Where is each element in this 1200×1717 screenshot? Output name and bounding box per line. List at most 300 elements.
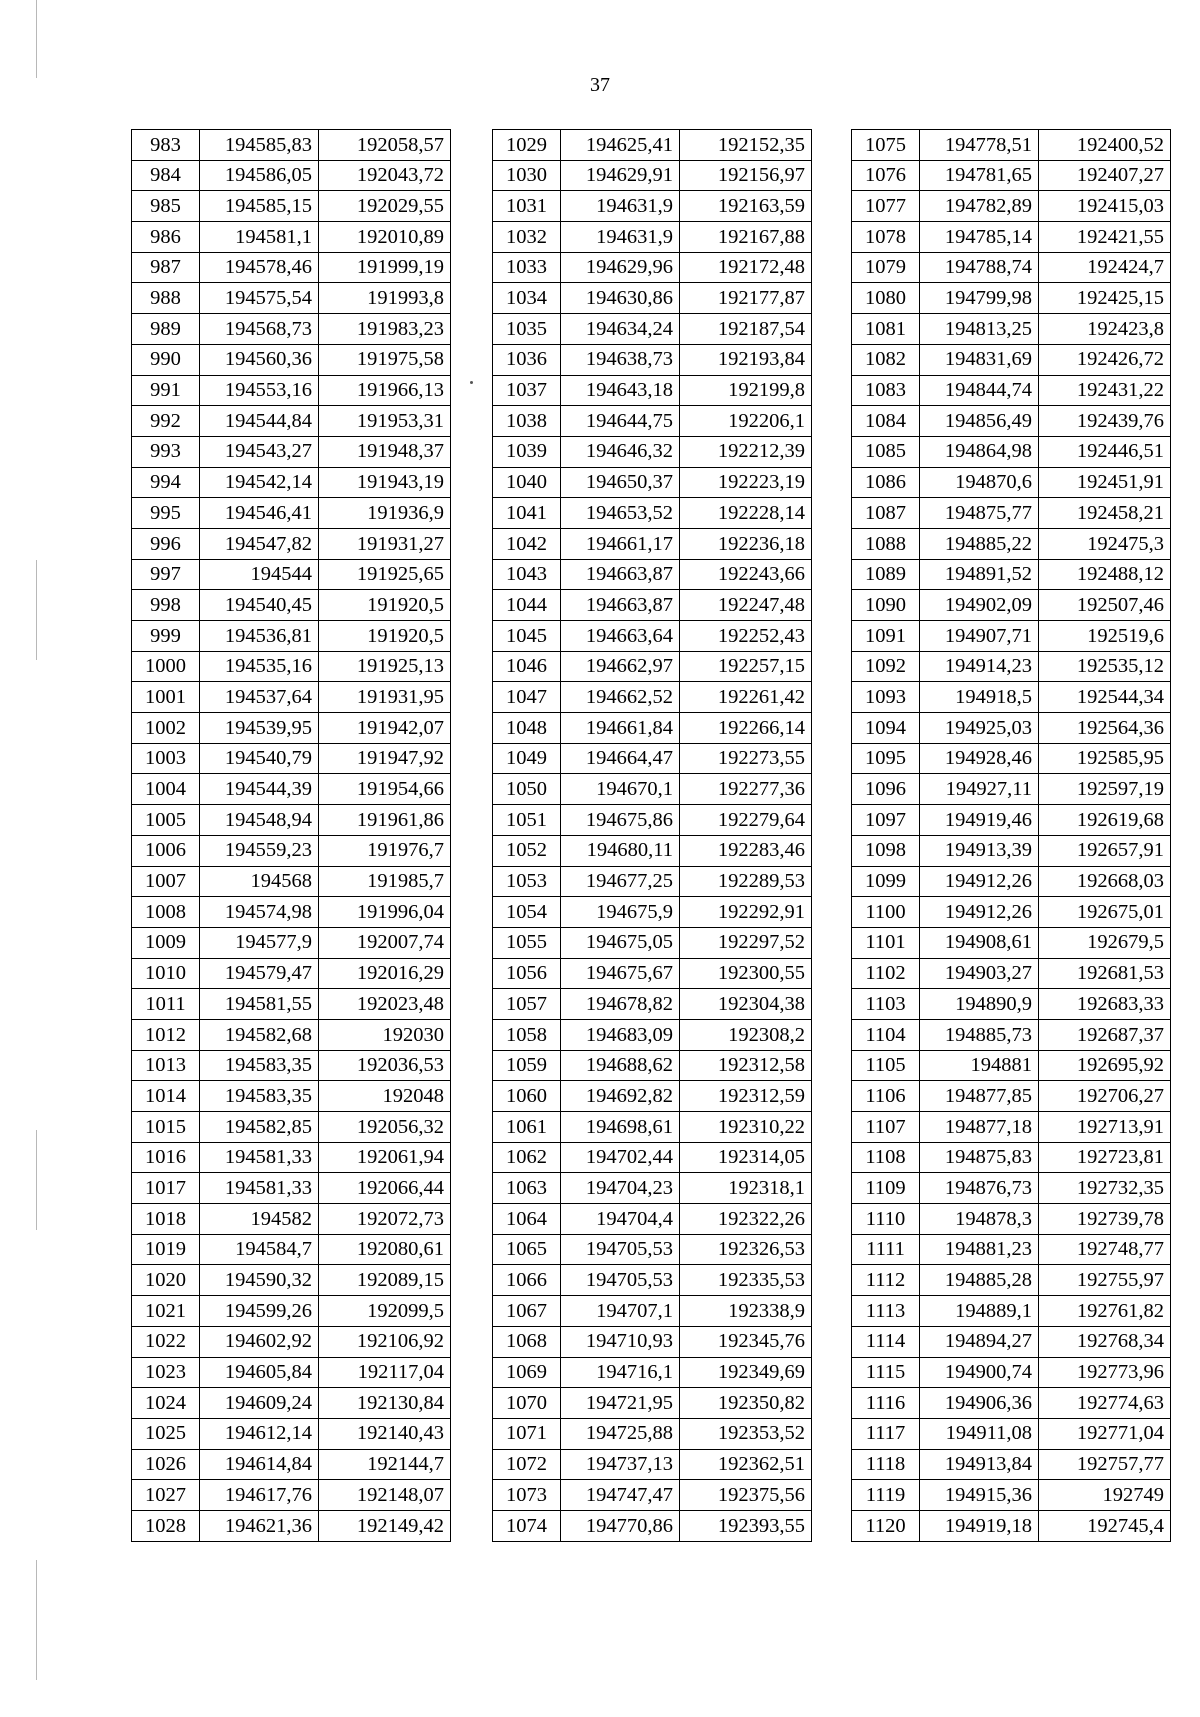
y-coordinate-cell: 192318,1 xyxy=(680,1173,812,1204)
table-row xyxy=(132,314,451,345)
table-row xyxy=(493,283,812,314)
table-row xyxy=(493,222,812,253)
y-coordinate-cell: 192544,34 xyxy=(1039,682,1171,713)
table-row xyxy=(132,927,451,958)
table-row xyxy=(493,835,812,866)
x-coordinate-cell: 194781,65 xyxy=(920,160,1039,191)
table-row xyxy=(493,344,812,375)
x-coordinate-cell: 194677,25 xyxy=(561,866,680,897)
y-coordinate-cell: 192243,66 xyxy=(680,559,812,590)
table-row xyxy=(132,1234,451,1265)
y-coordinate-cell: 192223,19 xyxy=(680,467,812,498)
x-coordinate-cell: 194581,1 xyxy=(200,222,319,253)
table-row xyxy=(852,651,1171,682)
y-coordinate-cell: 192130,84 xyxy=(319,1388,451,1419)
point-number-cell: 1040 xyxy=(493,467,561,498)
point-number-cell: 1010 xyxy=(132,958,200,989)
y-coordinate-cell: 192426,72 xyxy=(1039,344,1171,375)
table-row xyxy=(493,713,812,744)
y-coordinate-cell: 191942,07 xyxy=(319,713,451,744)
point-number-cell: 1046 xyxy=(493,651,561,682)
point-number-cell: 1051 xyxy=(493,805,561,836)
y-coordinate-cell: 192713,91 xyxy=(1039,1112,1171,1143)
y-coordinate-cell: 191925,65 xyxy=(319,559,451,590)
point-number-cell: 1072 xyxy=(493,1449,561,1480)
table-row xyxy=(852,1418,1171,1449)
y-coordinate-cell: 192030 xyxy=(319,1019,451,1050)
x-coordinate-cell: 194582,68 xyxy=(200,1019,319,1050)
table-row xyxy=(132,1112,451,1143)
y-coordinate-cell: 192425,15 xyxy=(1039,283,1171,314)
point-number-cell: 1086 xyxy=(852,467,920,498)
x-coordinate-cell: 194586,05 xyxy=(200,160,319,191)
point-number-cell: 1071 xyxy=(493,1418,561,1449)
x-coordinate-cell: 194614,84 xyxy=(200,1449,319,1480)
table-row xyxy=(493,1173,812,1204)
point-number-cell: 1060 xyxy=(493,1081,561,1112)
point-number-cell: 1112 xyxy=(852,1265,920,1296)
table-row xyxy=(132,1050,451,1081)
y-coordinate-cell: 192273,55 xyxy=(680,743,812,774)
point-number-cell: 1023 xyxy=(132,1357,200,1388)
table-row xyxy=(493,1112,812,1143)
point-number-cell: 1050 xyxy=(493,774,561,805)
table-row xyxy=(493,682,812,713)
y-coordinate-cell: 192362,51 xyxy=(680,1449,812,1480)
x-coordinate-cell: 194675,86 xyxy=(561,805,680,836)
table-row xyxy=(493,1234,812,1265)
x-coordinate-cell: 194653,52 xyxy=(561,498,680,529)
y-coordinate-cell: 192172,48 xyxy=(680,252,812,283)
table-row xyxy=(493,436,812,467)
point-number-cell: 1105 xyxy=(852,1050,920,1081)
x-coordinate-cell: 194546,41 xyxy=(200,498,319,529)
y-coordinate-cell: 192010,89 xyxy=(319,222,451,253)
x-coordinate-cell: 194675,9 xyxy=(561,897,680,928)
point-number-cell: 986 xyxy=(132,222,200,253)
x-coordinate-cell: 194778,51 xyxy=(920,130,1039,161)
point-number-cell: 1011 xyxy=(132,989,200,1020)
point-number-cell: 1091 xyxy=(852,621,920,652)
x-coordinate-cell: 194544,39 xyxy=(200,774,319,805)
point-number-cell: 1044 xyxy=(493,590,561,621)
coordinates-table-1 xyxy=(131,129,451,1542)
point-number-cell: 997 xyxy=(132,559,200,590)
y-coordinate-cell: 191966,13 xyxy=(319,375,451,406)
point-number-cell: 1006 xyxy=(132,835,200,866)
point-number-cell: 1098 xyxy=(852,835,920,866)
x-coordinate-cell: 194877,85 xyxy=(920,1081,1039,1112)
y-coordinate-cell: 192167,88 xyxy=(680,222,812,253)
table-row xyxy=(132,1265,451,1296)
x-coordinate-cell: 194631,9 xyxy=(561,191,680,222)
table-row xyxy=(132,1142,451,1173)
point-number-cell: 1054 xyxy=(493,897,561,928)
table-row xyxy=(852,283,1171,314)
point-number-cell: 1034 xyxy=(493,283,561,314)
point-number-cell: 1082 xyxy=(852,344,920,375)
y-coordinate-cell: 192297,52 xyxy=(680,927,812,958)
coordinates-table-2 xyxy=(492,129,812,1542)
point-number-cell: 1056 xyxy=(493,958,561,989)
x-coordinate-cell: 194631,9 xyxy=(561,222,680,253)
point-number-cell: 1103 xyxy=(852,989,920,1020)
table-row xyxy=(493,866,812,897)
table-row xyxy=(852,252,1171,283)
y-coordinate-cell: 192310,22 xyxy=(680,1112,812,1143)
point-number-cell: 1076 xyxy=(852,160,920,191)
y-coordinate-cell: 192117,04 xyxy=(319,1357,451,1388)
point-number-cell: 1088 xyxy=(852,528,920,559)
point-number-cell: 1064 xyxy=(493,1204,561,1235)
point-number-cell: 1107 xyxy=(852,1112,920,1143)
x-coordinate-cell: 194574,98 xyxy=(200,897,319,928)
table-row xyxy=(132,651,451,682)
table-row xyxy=(852,989,1171,1020)
x-coordinate-cell: 194889,1 xyxy=(920,1296,1039,1327)
y-coordinate-cell: 192289,53 xyxy=(680,866,812,897)
table-row xyxy=(132,467,451,498)
y-coordinate-cell: 192732,35 xyxy=(1039,1173,1171,1204)
table-row xyxy=(132,1357,451,1388)
table-row xyxy=(493,805,812,836)
x-coordinate-cell: 194581,33 xyxy=(200,1142,319,1173)
point-number-cell: 994 xyxy=(132,467,200,498)
y-coordinate-cell: 192619,68 xyxy=(1039,805,1171,836)
point-number-cell: 1055 xyxy=(493,927,561,958)
y-coordinate-cell: 192400,52 xyxy=(1039,130,1171,161)
point-number-cell: 1087 xyxy=(852,498,920,529)
y-coordinate-cell: 192423,8 xyxy=(1039,314,1171,345)
table-row xyxy=(132,283,451,314)
y-coordinate-cell: 192421,55 xyxy=(1039,222,1171,253)
x-coordinate-cell: 194568,73 xyxy=(200,314,319,345)
x-coordinate-cell: 194583,35 xyxy=(200,1050,319,1081)
x-coordinate-cell: 194912,26 xyxy=(920,897,1039,928)
y-coordinate-cell: 192771,04 xyxy=(1039,1418,1171,1449)
table-row xyxy=(132,774,451,805)
x-coordinate-cell: 194675,05 xyxy=(561,927,680,958)
x-coordinate-cell: 194646,32 xyxy=(561,436,680,467)
y-coordinate-cell: 192007,74 xyxy=(319,927,451,958)
table-row xyxy=(132,1296,451,1327)
x-coordinate-cell: 194698,61 xyxy=(561,1112,680,1143)
x-coordinate-cell: 194725,88 xyxy=(561,1418,680,1449)
point-number-cell: 1062 xyxy=(493,1142,561,1173)
table-row xyxy=(852,927,1171,958)
y-coordinate-cell: 192149,42 xyxy=(319,1510,451,1541)
x-coordinate-cell: 194559,23 xyxy=(200,835,319,866)
x-coordinate-cell: 194621,36 xyxy=(200,1510,319,1541)
table-row xyxy=(852,713,1171,744)
y-coordinate-cell: 191975,58 xyxy=(319,344,451,375)
x-coordinate-cell: 194584,7 xyxy=(200,1234,319,1265)
point-number-cell: 1031 xyxy=(493,191,561,222)
y-coordinate-cell: 192261,42 xyxy=(680,682,812,713)
y-coordinate-cell: 192058,57 xyxy=(319,130,451,161)
x-coordinate-cell: 194907,71 xyxy=(920,621,1039,652)
point-number-cell: 1116 xyxy=(852,1388,920,1419)
table-row xyxy=(493,528,812,559)
x-coordinate-cell: 194678,82 xyxy=(561,989,680,1020)
x-coordinate-cell: 194913,39 xyxy=(920,835,1039,866)
y-coordinate-cell: 191931,27 xyxy=(319,528,451,559)
x-coordinate-cell: 194704,23 xyxy=(561,1173,680,1204)
point-number-cell: 1029 xyxy=(493,130,561,161)
table-row xyxy=(132,621,451,652)
y-coordinate-cell: 192236,18 xyxy=(680,528,812,559)
y-coordinate-cell: 192706,27 xyxy=(1039,1081,1171,1112)
table-row xyxy=(493,191,812,222)
point-number-cell: 1033 xyxy=(493,252,561,283)
x-coordinate-cell: 194629,96 xyxy=(561,252,680,283)
y-coordinate-cell: 192043,72 xyxy=(319,160,451,191)
x-coordinate-cell: 194599,26 xyxy=(200,1296,319,1327)
point-number-cell: 1041 xyxy=(493,498,561,529)
point-number-cell: 1119 xyxy=(852,1480,920,1511)
point-number-cell: 1018 xyxy=(132,1204,200,1235)
point-number-cell: 989 xyxy=(132,314,200,345)
point-number-cell: 1065 xyxy=(493,1234,561,1265)
x-coordinate-cell: 194919,18 xyxy=(920,1510,1039,1541)
point-number-cell: 1077 xyxy=(852,191,920,222)
point-number-cell: 1085 xyxy=(852,436,920,467)
point-number-cell: 1075 xyxy=(852,130,920,161)
point-number-cell: 1009 xyxy=(132,927,200,958)
y-coordinate-cell: 191985,7 xyxy=(319,866,451,897)
x-coordinate-cell: 194663,64 xyxy=(561,621,680,652)
y-coordinate-cell: 192308,2 xyxy=(680,1019,812,1050)
table-row xyxy=(132,897,451,928)
point-number-cell: 1021 xyxy=(132,1296,200,1327)
y-coordinate-cell: 192439,76 xyxy=(1039,406,1171,437)
x-coordinate-cell: 194577,9 xyxy=(200,927,319,958)
y-coordinate-cell: 192535,12 xyxy=(1039,651,1171,682)
point-number-cell: 1089 xyxy=(852,559,920,590)
x-coordinate-cell: 194710,93 xyxy=(561,1326,680,1357)
x-coordinate-cell: 194877,18 xyxy=(920,1112,1039,1143)
table-row xyxy=(132,375,451,406)
y-coordinate-cell: 192768,34 xyxy=(1039,1326,1171,1357)
x-coordinate-cell: 194581,33 xyxy=(200,1173,319,1204)
margin-line-lower xyxy=(36,1130,37,1230)
point-number-cell: 1028 xyxy=(132,1510,200,1541)
y-coordinate-cell: 191931,95 xyxy=(319,682,451,713)
x-coordinate-cell: 194590,32 xyxy=(200,1265,319,1296)
table-row xyxy=(852,1265,1171,1296)
table-row xyxy=(852,1019,1171,1050)
x-coordinate-cell: 194547,82 xyxy=(200,528,319,559)
point-number-cell: 1049 xyxy=(493,743,561,774)
x-coordinate-cell: 194864,98 xyxy=(920,436,1039,467)
point-number-cell: 1061 xyxy=(493,1112,561,1143)
x-coordinate-cell: 194737,13 xyxy=(561,1449,680,1480)
x-coordinate-cell: 194914,23 xyxy=(920,651,1039,682)
y-coordinate-cell: 191999,19 xyxy=(319,252,451,283)
y-coordinate-cell: 191936,9 xyxy=(319,498,451,529)
point-number-cell: 1038 xyxy=(493,406,561,437)
table-row xyxy=(493,743,812,774)
table-row xyxy=(132,835,451,866)
x-coordinate-cell: 194625,41 xyxy=(561,130,680,161)
point-number-cell: 1001 xyxy=(132,682,200,713)
table-row xyxy=(852,1388,1171,1419)
x-coordinate-cell: 194578,46 xyxy=(200,252,319,283)
table-row xyxy=(852,774,1171,805)
table-row xyxy=(852,467,1171,498)
x-coordinate-cell: 194911,08 xyxy=(920,1418,1039,1449)
x-coordinate-cell: 194579,47 xyxy=(200,958,319,989)
y-coordinate-cell: 192304,38 xyxy=(680,989,812,1020)
stray-dot xyxy=(470,381,473,384)
x-coordinate-cell: 194560,36 xyxy=(200,344,319,375)
y-coordinate-cell: 192089,15 xyxy=(319,1265,451,1296)
table-row xyxy=(852,1234,1171,1265)
y-coordinate-cell: 192458,21 xyxy=(1039,498,1171,529)
point-number-cell: 1108 xyxy=(852,1142,920,1173)
margin-line-middle xyxy=(36,560,37,660)
y-coordinate-cell: 192745,4 xyxy=(1039,1510,1171,1541)
x-coordinate-cell: 194568 xyxy=(200,866,319,897)
y-coordinate-cell: 192036,53 xyxy=(319,1050,451,1081)
y-coordinate-cell: 192597,19 xyxy=(1039,774,1171,805)
point-number-cell: 1117 xyxy=(852,1418,920,1449)
coordinates-table-3 xyxy=(851,129,1171,1542)
x-coordinate-cell: 194721,95 xyxy=(561,1388,680,1419)
table-row xyxy=(493,160,812,191)
point-number-cell: 1083 xyxy=(852,375,920,406)
table-row xyxy=(132,1449,451,1480)
table-row xyxy=(852,344,1171,375)
table-row xyxy=(493,1019,812,1050)
table-row xyxy=(493,1480,812,1511)
point-number-cell: 1096 xyxy=(852,774,920,805)
point-number-cell: 1035 xyxy=(493,314,561,345)
point-number-cell: 1113 xyxy=(852,1296,920,1327)
y-coordinate-cell: 192106,92 xyxy=(319,1326,451,1357)
x-coordinate-cell: 194540,79 xyxy=(200,743,319,774)
point-number-cell: 1036 xyxy=(493,344,561,375)
x-coordinate-cell: 194542,14 xyxy=(200,467,319,498)
x-coordinate-cell: 194643,18 xyxy=(561,375,680,406)
y-coordinate-cell: 192144,7 xyxy=(319,1449,451,1480)
table-row xyxy=(852,805,1171,836)
point-number-cell: 1109 xyxy=(852,1173,920,1204)
x-coordinate-cell: 194661,17 xyxy=(561,528,680,559)
point-number-cell: 1012 xyxy=(132,1019,200,1050)
y-coordinate-cell: 192292,91 xyxy=(680,897,812,928)
x-coordinate-cell: 194664,47 xyxy=(561,743,680,774)
point-number-cell: 1048 xyxy=(493,713,561,744)
point-number-cell: 1078 xyxy=(852,222,920,253)
y-coordinate-cell: 192723,81 xyxy=(1039,1142,1171,1173)
y-coordinate-cell: 192507,46 xyxy=(1039,590,1171,621)
table-row xyxy=(852,621,1171,652)
y-coordinate-cell: 192300,55 xyxy=(680,958,812,989)
x-coordinate-cell: 194539,95 xyxy=(200,713,319,744)
x-coordinate-cell: 194540,45 xyxy=(200,590,319,621)
table-row xyxy=(852,1173,1171,1204)
y-coordinate-cell: 192585,95 xyxy=(1039,743,1171,774)
point-number-cell: 988 xyxy=(132,283,200,314)
y-coordinate-cell: 192312,59 xyxy=(680,1081,812,1112)
point-number-cell: 1058 xyxy=(493,1019,561,1050)
table-row xyxy=(493,774,812,805)
y-coordinate-cell: 192393,55 xyxy=(680,1510,812,1541)
table-row xyxy=(132,1388,451,1419)
point-number-cell: 1068 xyxy=(493,1326,561,1357)
y-coordinate-cell: 192681,53 xyxy=(1039,958,1171,989)
table-row xyxy=(132,1204,451,1235)
point-number-cell: 1017 xyxy=(132,1173,200,1204)
point-number-cell: 1063 xyxy=(493,1173,561,1204)
table-row xyxy=(493,498,812,529)
x-coordinate-cell: 194702,44 xyxy=(561,1142,680,1173)
point-number-cell: 1092 xyxy=(852,651,920,682)
table-row xyxy=(852,1326,1171,1357)
y-coordinate-cell: 192739,78 xyxy=(1039,1204,1171,1235)
point-number-cell: 1003 xyxy=(132,743,200,774)
table-row xyxy=(493,1388,812,1419)
point-number-cell: 1111 xyxy=(852,1234,920,1265)
point-number-cell: 1005 xyxy=(132,805,200,836)
table-row xyxy=(132,713,451,744)
y-coordinate-cell: 192080,61 xyxy=(319,1234,451,1265)
table-row xyxy=(132,1326,451,1357)
y-coordinate-cell: 192687,37 xyxy=(1039,1019,1171,1050)
point-number-cell: 991 xyxy=(132,375,200,406)
y-coordinate-cell: 192757,77 xyxy=(1039,1449,1171,1480)
table-row xyxy=(852,590,1171,621)
y-coordinate-cell: 191996,04 xyxy=(319,897,451,928)
table-row xyxy=(852,130,1171,161)
point-number-cell: 996 xyxy=(132,528,200,559)
table-row xyxy=(852,160,1171,191)
point-number-cell: 1074 xyxy=(493,1510,561,1541)
point-number-cell: 998 xyxy=(132,590,200,621)
x-coordinate-cell: 194663,87 xyxy=(561,590,680,621)
y-coordinate-cell: 192675,01 xyxy=(1039,897,1171,928)
y-coordinate-cell: 192056,32 xyxy=(319,1112,451,1143)
point-number-cell: 1093 xyxy=(852,682,920,713)
table-row xyxy=(852,1357,1171,1388)
y-coordinate-cell: 192199,8 xyxy=(680,375,812,406)
y-coordinate-cell: 192322,26 xyxy=(680,1204,812,1235)
x-coordinate-cell: 194705,53 xyxy=(561,1265,680,1296)
y-coordinate-cell: 192206,1 xyxy=(680,406,812,437)
table-row xyxy=(132,682,451,713)
table-row xyxy=(493,1326,812,1357)
y-coordinate-cell: 192072,73 xyxy=(319,1204,451,1235)
table-row xyxy=(852,897,1171,928)
y-coordinate-cell: 191961,86 xyxy=(319,805,451,836)
point-number-cell: 1002 xyxy=(132,713,200,744)
y-coordinate-cell: 192475,3 xyxy=(1039,528,1171,559)
point-number-cell: 1110 xyxy=(852,1204,920,1235)
table-row xyxy=(493,314,812,345)
table-row xyxy=(132,1510,451,1541)
table-row xyxy=(132,130,451,161)
x-coordinate-cell: 194605,84 xyxy=(200,1357,319,1388)
x-coordinate-cell: 194661,84 xyxy=(561,713,680,744)
table-row xyxy=(493,1357,812,1388)
x-coordinate-cell: 194813,25 xyxy=(920,314,1039,345)
y-coordinate-cell: 192187,54 xyxy=(680,314,812,345)
table-row xyxy=(852,1081,1171,1112)
point-number-cell: 1045 xyxy=(493,621,561,652)
point-number-cell: 1014 xyxy=(132,1081,200,1112)
y-coordinate-cell: 192257,15 xyxy=(680,651,812,682)
